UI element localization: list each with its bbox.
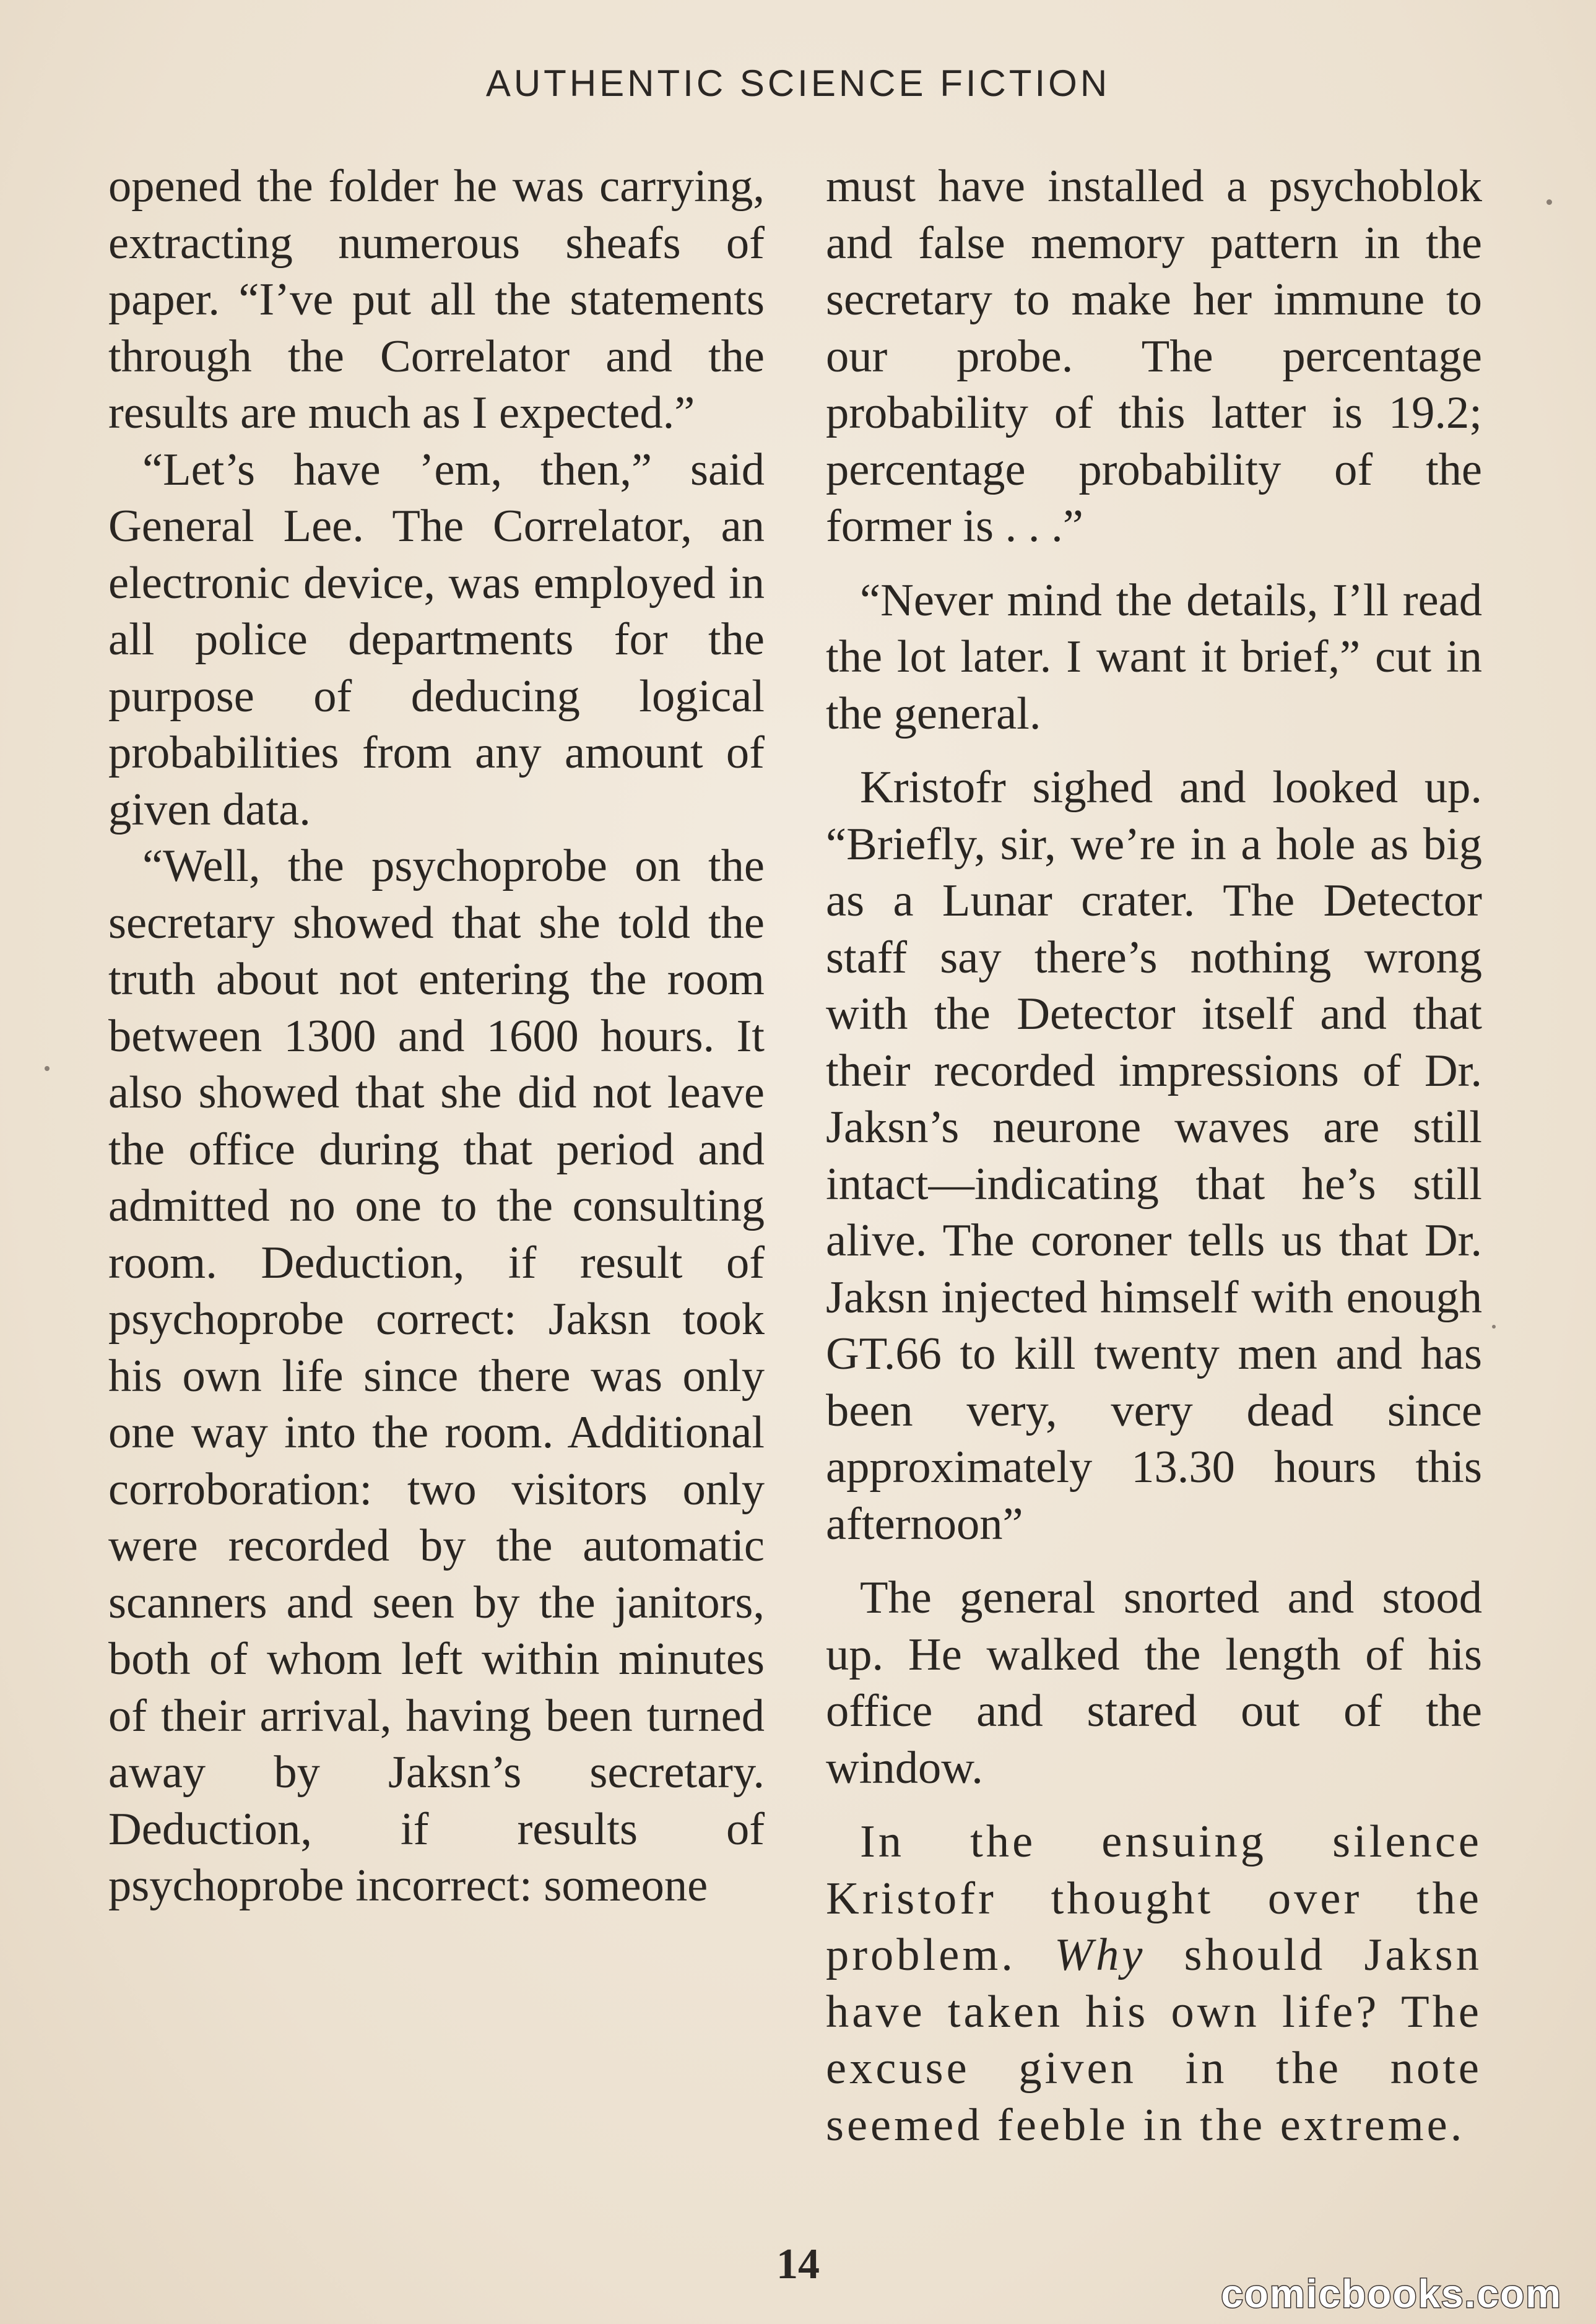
paragraph: “Well, the psychoprobe on the secretary showed that she told the truth about not entering the room between 1300 and 1600 hours. It also showed that she did not leave the office during that period and admitted no one to the consulting room. Deduction, if result of psychoprobe correct: Jaksn took his own life since there was only one way into the room. Additional corroboration: two visitors only were recorded by the automatic scanners and seen by the janitors, both of whom left within minutes of their arrival, having been turned away by Jaksn’s secretary. Deduction, if results of psychoprobe incorrect: someone	[108, 841, 765, 1911]
paragraph: “Never mind the details, I’ll read the lot later. I want it brief,” cut in the general.	[826, 574, 1482, 739]
paragraph: “Let’s have ’em, then,” said General Lee. The Correlator, an electronic device, was employed in all police departments for the purpose of deducing logical probabilities from any amount of given data.	[108, 444, 765, 835]
watermark: comicbooks.com	[1221, 2271, 1562, 2316]
running-header: AUTHENTIC SCIENCE FICTION	[485, 63, 1111, 104]
paragraph: must have installed a psychoblok and false memory pattern in the secretary to make her immune to our probe. The percentage probability of this latter is 19.2; percentage probability of the former is . . .”	[826, 161, 1482, 552]
left-column	[108, 158, 765, 1915]
paragraph-text: should Jaksn have taken his own life? The excuse given in the note seemed feeble in the extreme.	[826, 1930, 1482, 2151]
emphasis-word: Why	[1054, 1930, 1146, 1980]
paragraph: opened the folder he was carrying, extracting numerous sheafs of paper. “I’ve put all the statements through the Correlator and the results are much as I expected.”	[108, 161, 765, 438]
paragraph: The general snorted and stood up. He walked the length of his office and stared out of the window.	[826, 1572, 1482, 1793]
paragraph: Kristofr sighed and looked up. “Briefly, sir, we’re in a hole as big as a Lunar crater. The Detector staff say there’s nothing wrong with the Detector itself and that their recorded impressions of Dr. Jaksn’s neurone waves are still intact—indicating that he’s still alive. The coroner tells us that Dr. Jaksn injected himself with enough GT.66 to kill twenty men and has been very, very dead since approximately 13.30 hours this afternoon”	[826, 762, 1482, 1550]
paper-speck	[1546, 199, 1552, 205]
paragraph	[826, 1814, 1482, 2154]
page-number: 14	[776, 2240, 820, 2288]
paper-speck	[1492, 1325, 1496, 1329]
paper-speck	[45, 1066, 50, 1071]
right-column	[826, 158, 1482, 2154]
paragraph-text: In the ensuing silence Kristofr thought over the problem.	[826, 1816, 1482, 1980]
